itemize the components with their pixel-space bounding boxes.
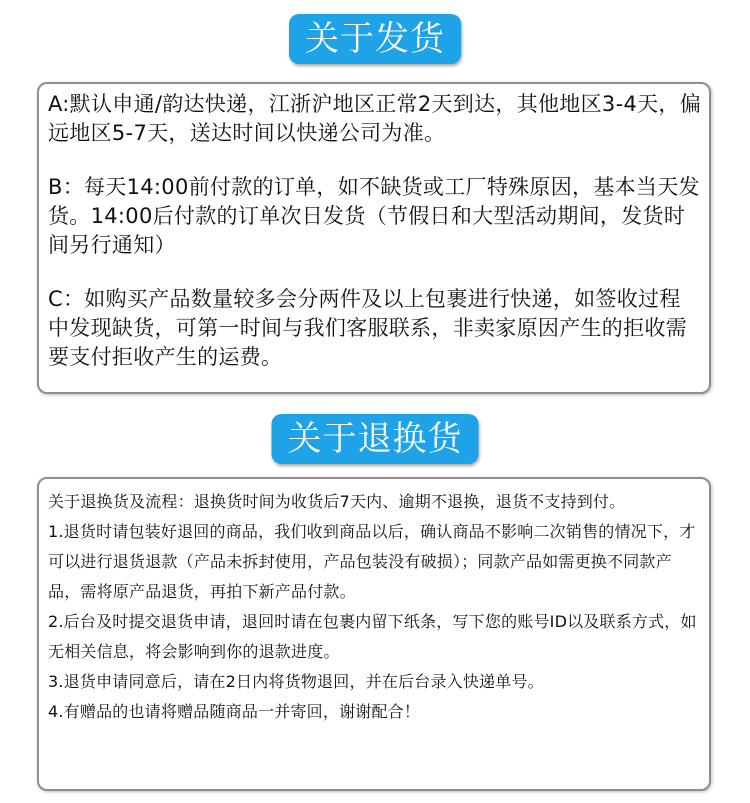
shipping-paragraph-c: C：如购买产品数量较多会分两件及以上包裹进行快递，如签收过程中发现缺货，可第一时间与我们客服联系，非卖家原因产生的拒收需要支付拒收产生的运费。 [48, 287, 687, 369]
returns-info-panel [37, 477, 711, 791]
returns-item-4: 4.有赠品的也请将赠品随商品一并寄回，谢谢配合！ [48, 702, 421, 721]
shipping-section-title: 关于发货 [289, 14, 461, 64]
returns-intro: 关于退换货及流程：退换货时间为收货后7天内、逾期不退换，退货不支持到付。 [48, 492, 626, 511]
returns-item-1: 1.退货时请包装好退回的商品，我们收到商品以后，确认商品不影响二次销售的情况下，才可以进行退货退款（产品未拆封使用，产品包装没有破损）；同款产品如需更换不同款产品，需将原产品退货，再拍下新产品付款。 [48, 522, 696, 601]
returns-section-title: 关于退换货 [272, 414, 479, 464]
shipping-paragraph-a: A:默认申通/韵达快递，江浙沪地区正常2天到达，其他地区3-4天，偏远地区5-7天，送达时间以快递公司为准。 [48, 92, 702, 145]
shipping-paragraph-b: B：每天14:00前付款的订单，如不缺货或工厂特殊原因，基本当天发货。14:00后付款的订单次日发货（节假日和大型活动期间，发货时间另行通知） [48, 175, 700, 257]
returns-item-3: 3.退货申请同意后，请在2日内将货物退回，并在后台录入快递单号。 [48, 672, 544, 691]
returns-item-2: 2.后台及时提交退货申请，退回时请在包裹内留下纸条，写下您的账号ID以及联系方式，如无相关信息，将会影响到你的退款进度。 [48, 612, 697, 661]
shipping-info-panel [37, 82, 711, 394]
